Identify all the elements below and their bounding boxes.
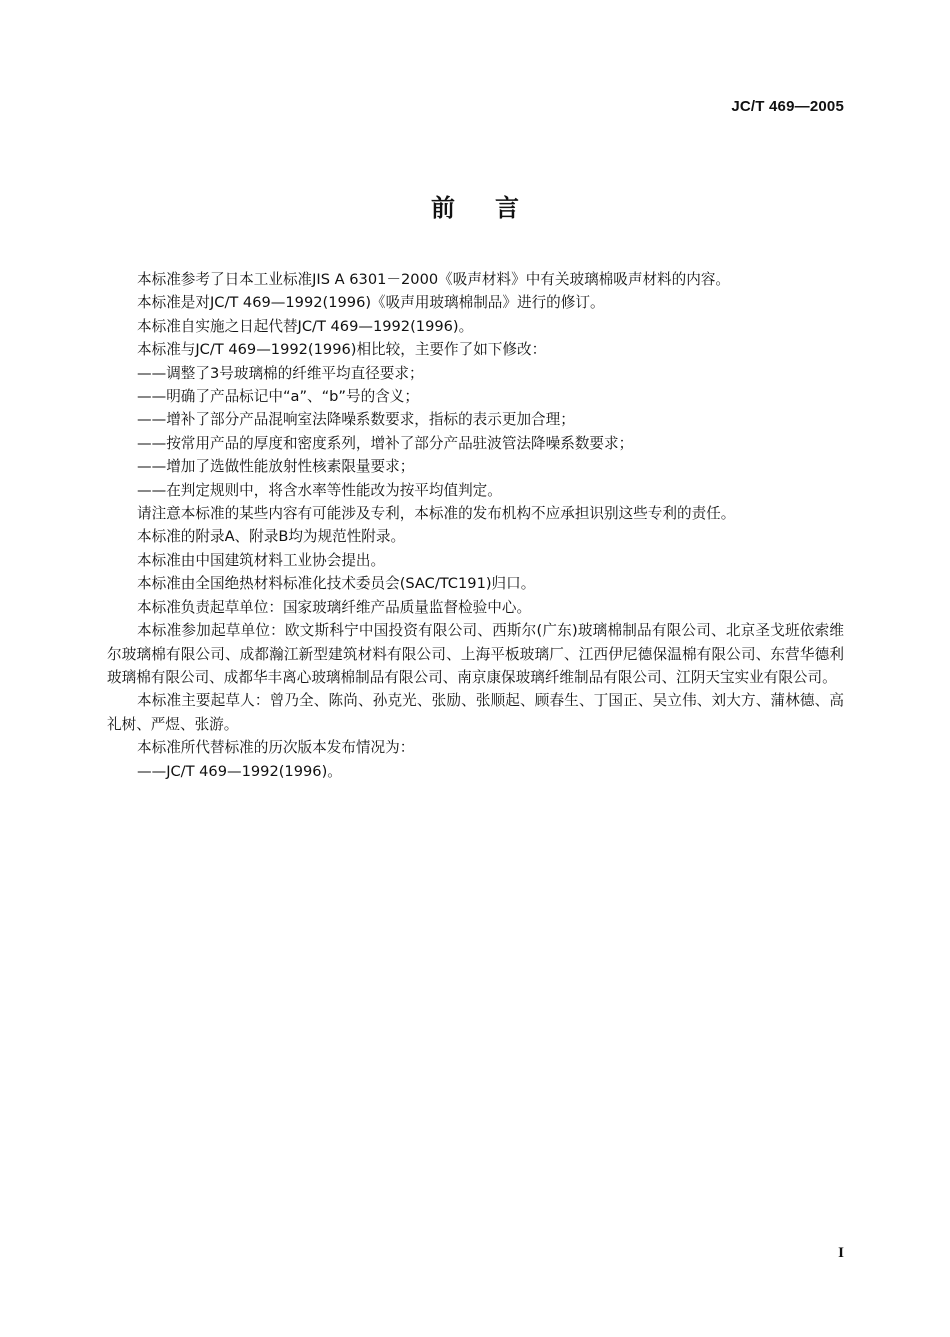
- paragraph: 本标准所代替标准的历次版本发布情况为：: [137, 739, 415, 757]
- foreword-body: [107, 268, 844, 783]
- change-item: ——明确了产品标记中“a”、“b”号的含义；: [137, 388, 419, 406]
- standard-code: JC/T 469—2005: [731, 98, 844, 115]
- change-item: ——按常用产品的厚度和密度系列，增补了部分产品驻波管法降噪系数要求；: [137, 434, 634, 452]
- change-item: ——调整了3号玻璃棉的纤维平均直径要求；: [137, 364, 424, 382]
- paragraph: 本标准由中国建筑材料工业协会提出。: [137, 551, 386, 569]
- paragraph: 本标准的附录A、附录B均为规范性附录。: [137, 528, 406, 546]
- page-title: 前言: [431, 194, 559, 222]
- change-item: ——在判定规则中，将含水率等性能改为按平均值判定。: [137, 481, 502, 499]
- paragraph: 本标准参加起草单位：欧文斯科宁中国投资有限公司、西斯尔(广东)玻璃棉制品有限公司、北京圣戈班依索维尔玻璃棉有限公司、成都瀚江新型建筑材料有限公司、上海平板玻璃厂、江西伊尼德保温棉有限公司、东营华德利玻璃棉有限公司、成都华丰离心玻璃棉制品有限公司、南京康保玻璃纤维制品有限公司、江阴天宝实业有限公司。: [107, 622, 844, 686]
- paragraph: 本标准是对JC/T 469—1992(1996)《吸声用玻璃棉制品》进行的修订。: [137, 294, 605, 312]
- paragraph: 请注意本标准的某些内容有可能涉及专利，本标准的发布机构不应承担识别这些专利的责任。: [137, 505, 736, 523]
- paragraph: 本标准负责起草单位：国家玻璃纤维产品质量监督检验中心。: [137, 598, 532, 616]
- page-number: I: [838, 1245, 844, 1261]
- paragraph: 本标准与JC/T 469—1992(1996)相比较，主要作了如下修改：: [137, 341, 547, 359]
- paragraph: 本标准主要起草人：曾乃全、陈尚、孙克光、张励、张顺起、顾春生、丁国正、吴立伟、刘大方、蒲林德、高礼树、严煜、张游。: [107, 692, 844, 733]
- change-item: ——JC/T 469—1992(1996)。: [137, 762, 342, 780]
- paragraph: 本标准由全国绝热材料标准化技术委员会(SAC/TC191)归口。: [137, 575, 536, 593]
- paragraph: 本标准自实施之日起代替JC/T 469—1992(1996)。: [137, 317, 474, 335]
- change-item: ——增补了部分产品混响室法降噪系数要求，指标的表示更加合理；: [137, 411, 575, 429]
- change-item: ——增加了选做性能放射性核素限量要求；: [137, 458, 415, 476]
- paragraph: 本标准参考了日本工业标准JIS A 6301－2000《吸声材料》中有关玻璃棉吸声材料的内容。: [137, 271, 731, 288]
